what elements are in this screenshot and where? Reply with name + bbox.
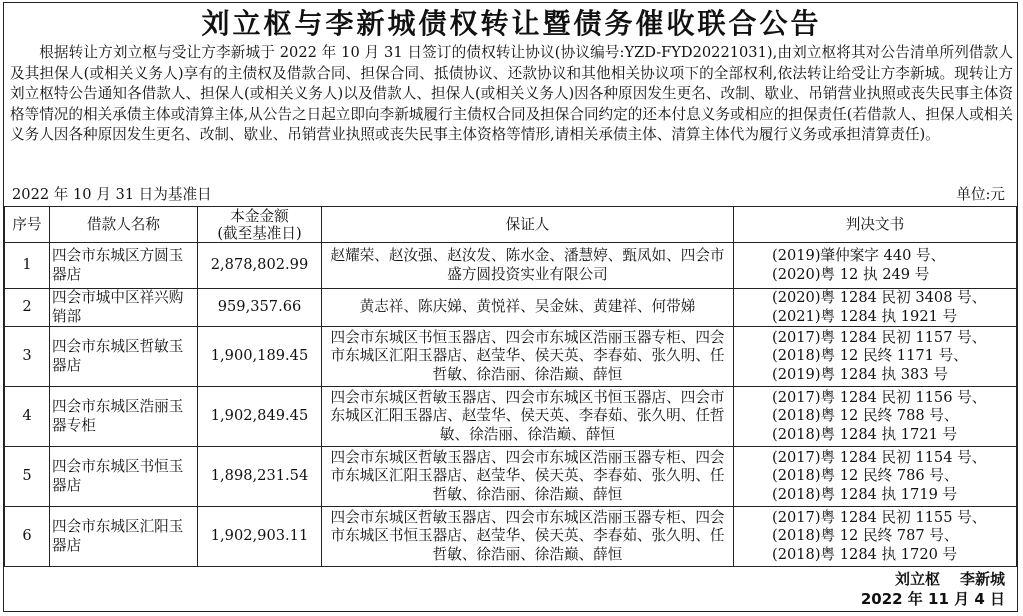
row-borrower: 四会市东城区哲敏玉器店 (50, 327, 198, 387)
row-judgment (734, 507, 1017, 567)
row-judgment (734, 289, 1017, 327)
row-amount: 1,900,189.45 (198, 327, 322, 387)
row-guarantor: 四会市东城区哲敏玉器店、四会市东城区浩丽玉器专柜、四会市东城区汇阳玉器店、赵莹华、侯天英、李春茹、张久明、任哲敏、徐浩丽、徐浩巅、薛恒 (322, 447, 734, 507)
signature-block (861, 569, 1005, 609)
notice-title: 刘立枢与李新城债权转让暨债务催收联合公告 (201, 7, 822, 40)
row-amount: 1,902,849.45 (198, 387, 322, 447)
row-judgment (734, 327, 1017, 387)
row-judgment (734, 447, 1017, 507)
judgment-line: (2018)粤 1284 执 1721 号 (772, 425, 958, 443)
row-guarantor: 赵耀荣、赵汝强、赵汝发、陈水金、潘慧婷、甄凤如、四会市盛方圆投资实业有限公司 (322, 243, 734, 289)
header-seq: 序号 (5, 207, 50, 243)
table-row (5, 327, 1017, 387)
table-row (5, 243, 1017, 289)
table-row (5, 507, 1017, 567)
row-borrower: 四会市东城区汇阳玉器店 (50, 507, 198, 567)
row-borrower: 四会市城中区祥兴购销部 (50, 289, 198, 327)
table-row (5, 289, 1017, 327)
judgment-line: (2017)粤 1284 民初 1156 号、 (772, 388, 987, 406)
debt-table (4, 206, 1017, 567)
header-borrower: 借款人名称 (50, 207, 198, 243)
judgment-line: (2017)粤 1284 民初 1157 号、 (772, 328, 987, 346)
header-guarantor: 保证人 (322, 207, 734, 243)
header-amount-line1: 本金金额 (230, 207, 289, 225)
header-amount (198, 207, 322, 243)
signatory-transferor: 刘立枢 (894, 570, 940, 588)
signatory-transferee: 李新城 (959, 570, 1005, 588)
judgment-line: (2018)粤 1284 执 1719 号 (772, 485, 958, 503)
row-guarantor: 黄志祥、陈庆娣、黄悦祥、吴金妹、黄建祥、何带娣 (322, 289, 734, 327)
table-row (5, 387, 1017, 447)
judgment-line: (2018)粤 12 民终 786 号、 (772, 467, 959, 485)
row-seq: 1 (5, 243, 50, 289)
judgment-line: (2019)粤 1284 执 383 号 (772, 365, 948, 383)
row-seq: 5 (5, 447, 50, 507)
row-amount: 1,902,903.11 (198, 507, 322, 567)
judgment-line: (2020)粤 1284 民初 3408 号、 (772, 289, 987, 306)
table-header-row (5, 207, 1017, 243)
row-amount: 1,898,231.54 (198, 447, 322, 507)
signature-date: 2022 年 11 月 4 日 (860, 590, 1005, 608)
row-seq: 4 (5, 387, 50, 447)
notice-intro: 根据转让方刘立枢与受让方李新城于 2022 年 10 月 31 日签订的债权转让协议(协议编号:YZD-FYD20221031),由刘立枢将其对公告清单所列借款人及其担保人(或相关义务人)享有的主债权及借款合同、担保合同、抵债协议、还款协议和其他相关协议项下的全部权利,依法转让给受让方李新城。现转让方刘立枢特公告通知各借款人、担保人(或相关义务人)以及借款人、担保人(或相关义务人)因各种原因发生更名、改制、歇业、吊销营业执照或丧失民事主体资格等情况的相关承债主体或清算主体,从公告之日起立即向李新城履行主债权合同及担保合同约定的还本付息义务或相应的担保责任(若借款人、担保人或相关义务人因各种原因发生更名、改制、歇业、吊销营业执照或丧失民事主体资格等情形,请相关承债主体、清算主体代为履行义务或承担清算责任)。 (10, 44, 1013, 143)
judgment-line: (2018)粤 12 民终 788 号、 (772, 407, 959, 425)
unit-label: 单位:元 (956, 186, 1005, 203)
table-row (5, 447, 1017, 507)
row-judgment (734, 243, 1017, 289)
row-amount: 959,357.66 (198, 289, 322, 327)
judgment-line: (2020)粤 12 执 249 号 (772, 265, 930, 283)
row-judgment (734, 387, 1017, 447)
row-guarantor: 四会市东城区哲敏玉器店、四会市东城区浩丽玉器专柜、四会市东城区书恒玉器店、赵莹华、侯天英、李春茹、张久明、任哲敏、徐浩丽、徐浩巅、薛恒 (322, 507, 734, 567)
row-guarantor: 四会市东城区哲敏玉器店、四会市东城区书恒玉器店、四会市东城区汇阳玉器店、赵莹华、侯天英、李春茹、张久明、任哲敏、徐浩丽、徐浩巅、薛恒 (322, 387, 734, 447)
row-borrower: 四会市东城区方圆玉器店 (50, 243, 198, 289)
row-amount: 2,878,802.99 (198, 243, 322, 289)
row-borrower: 四会市东城区书恒玉器店 (50, 447, 198, 507)
row-seq: 2 (5, 289, 50, 327)
row-guarantor: 四会市东城区书恒玉器店、四会市东城区浩丽玉器专柜、四会市东城区汇阳玉器店、赵莹华、侯天英、李春茹、张久明、任哲敏、徐浩丽、徐浩巅、薛恒 (322, 327, 734, 387)
header-judgment: 判决文书 (734, 207, 1017, 243)
judgment-line: (2018)粤 12 民终 1171 号、 (772, 347, 968, 365)
base-date: 2022 年 10 月 31 日为基准日 (12, 186, 212, 203)
row-borrower: 四会市东城区浩丽玉器专柜 (50, 387, 198, 447)
judgment-line: (2017)粤 1284 民初 1155 号、 (772, 508, 987, 526)
judgment-line: (2018)粤 1284 执 1720 号 (772, 545, 958, 563)
header-amount-line2: (截至基准日) (217, 224, 302, 242)
row-seq: 3 (5, 327, 50, 387)
judgment-line: (2017)粤 1284 民初 1154 号、 (772, 448, 987, 466)
judgment-line: (2018)粤 12 民终 787 号、 (772, 527, 959, 545)
row-seq: 6 (5, 507, 50, 567)
judgment-line: (2021)粤 1284 执 1921 号 (772, 307, 958, 325)
judgment-line: (2019)肇仲案字 440 号、 (772, 247, 946, 264)
notice-frame (3, 2, 1018, 612)
